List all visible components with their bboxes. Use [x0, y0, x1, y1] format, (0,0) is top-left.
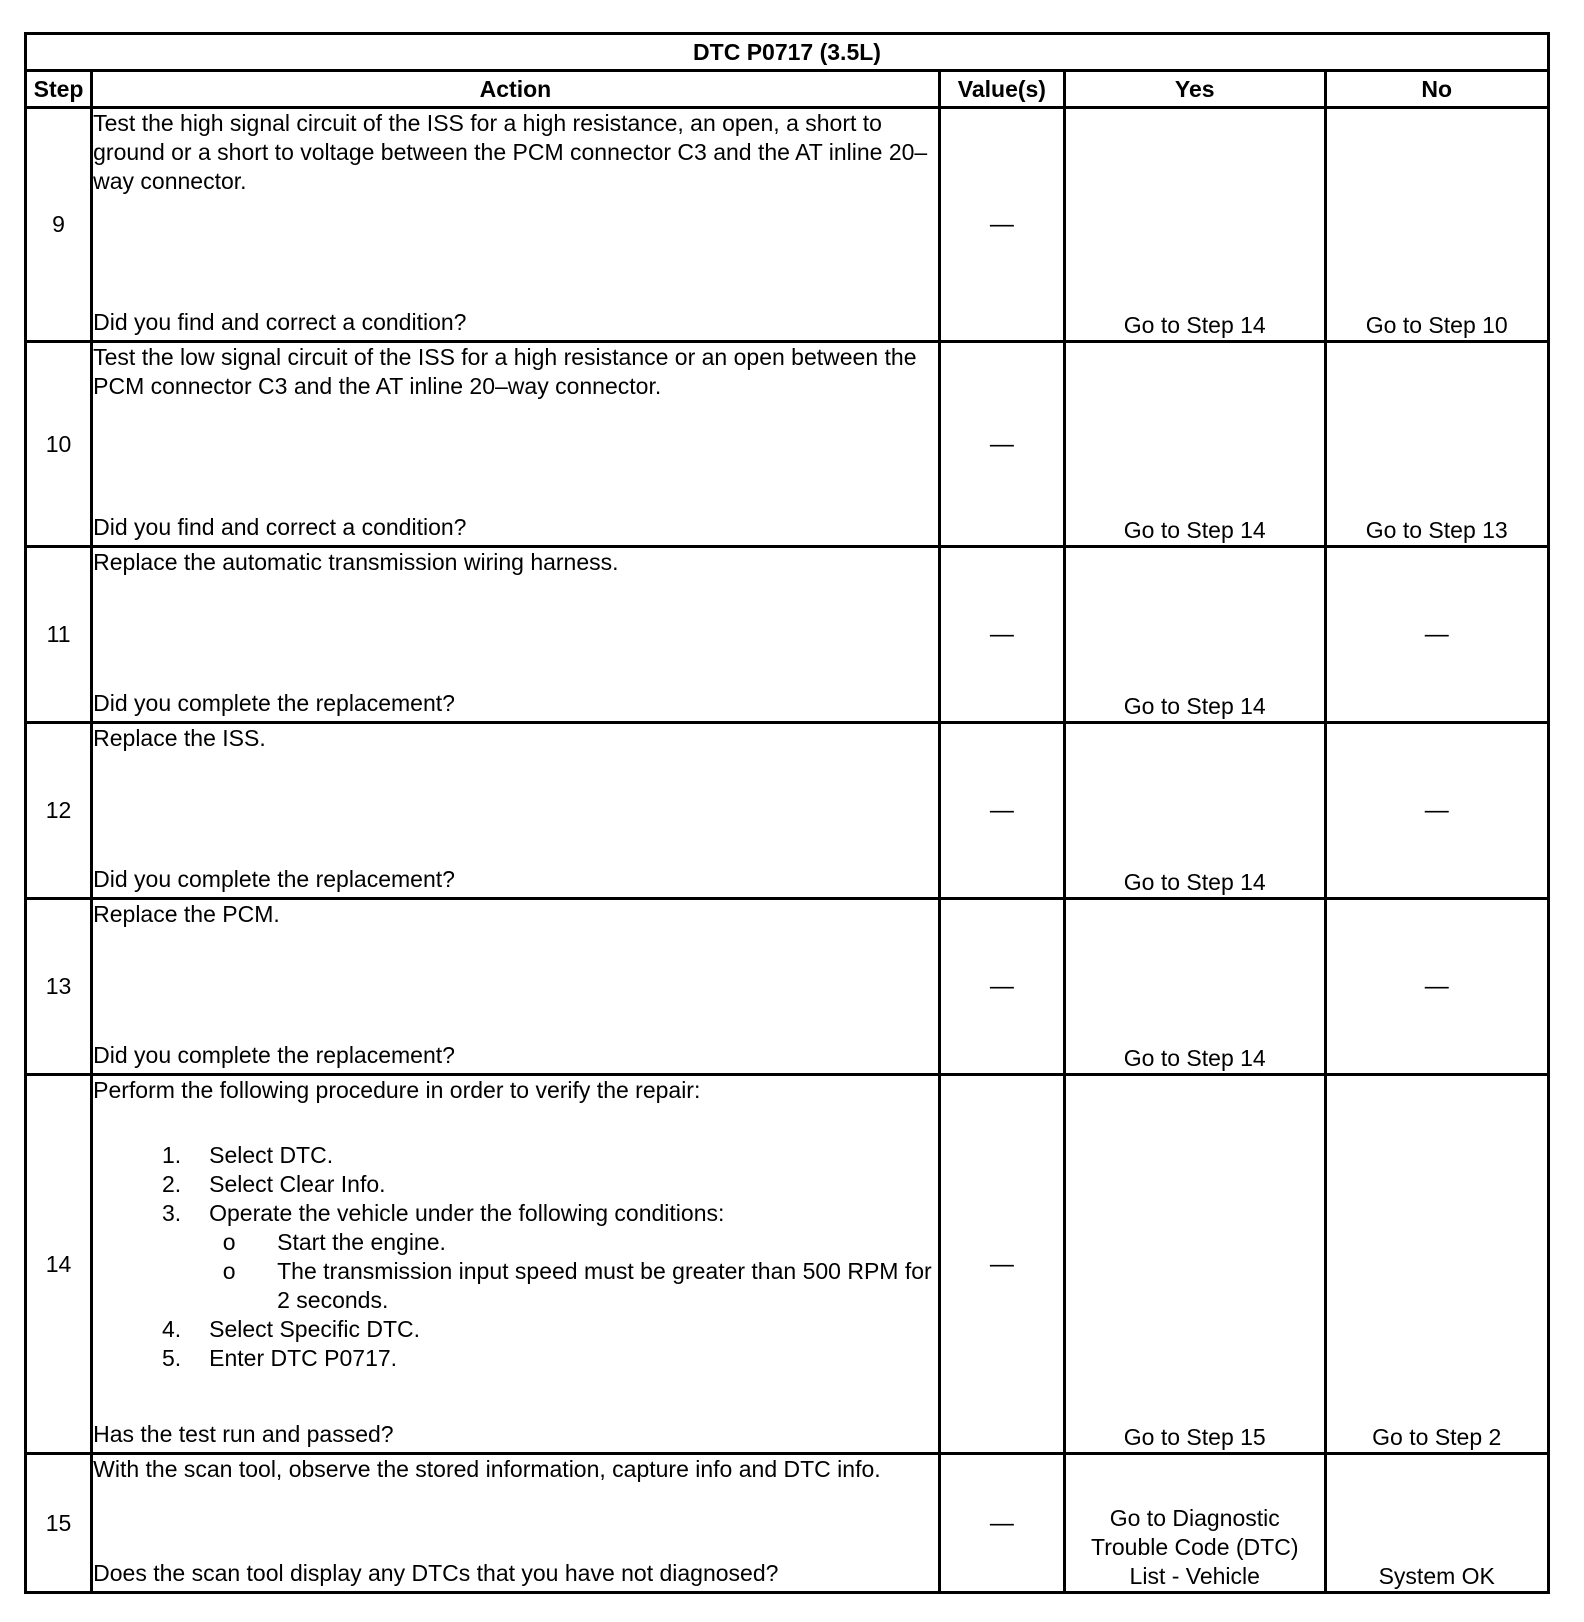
header-row: [26, 71, 1549, 108]
procedure-list: [93, 1141, 938, 1373]
action-question: Did you complete the replacement?: [93, 866, 455, 892]
value-cell: —: [939, 1075, 1064, 1454]
step-number: 12: [26, 723, 92, 899]
list-item: 1. Select DTC.: [161, 1142, 334, 1168]
action-question: Did you complete the replacement?: [93, 690, 455, 716]
action-question: Has the test run and passed?: [93, 1421, 394, 1447]
value-cell: —: [939, 723, 1064, 899]
action-text: Test the low signal circuit of the ISS for a high resistance or an open between the PCM connector C3 and the AT inline 20–way connector.: [93, 344, 917, 399]
table-row: [26, 108, 1549, 342]
yes-cell: Go to Step 14: [1065, 723, 1326, 899]
step-number: 10: [26, 342, 92, 547]
header-yes: Yes: [1065, 71, 1326, 108]
yes-cell: Go to Step 14: [1065, 342, 1326, 547]
condition-list: [209, 1228, 938, 1315]
yes-cell: Go to Diagnostic Trouble Code (DTC) List - Vehicle: [1065, 1454, 1326, 1593]
step-number: 9: [26, 108, 92, 342]
header-no: No: [1325, 71, 1549, 108]
table-row: [26, 1075, 1549, 1454]
step-number: 15: [26, 1454, 92, 1593]
step-number: 13: [26, 899, 92, 1075]
value-cell: —: [939, 547, 1064, 723]
list-item: 5. Enter DTC P0717.: [161, 1345, 398, 1371]
yes-cell: Go to Step 14: [1065, 547, 1326, 723]
table-title: DTC P0717 (3.5L): [26, 34, 1549, 71]
dtc-table: [24, 32, 1550, 1594]
table-row: [26, 547, 1549, 723]
action-question: Does the scan tool display any DTCs that you have not diagnosed?: [93, 1560, 779, 1586]
table-row: [26, 899, 1549, 1075]
no-cell: Go to Step 13: [1325, 342, 1549, 547]
list-item: 4. Select Specific DTC.: [161, 1316, 421, 1342]
value-cell: —: [939, 342, 1064, 547]
list-item: 3. Operate the vehicle under the following conditions: o Start the engine. o The transmission input speed must be greater than 500 RPM for 2 seconds.: [93, 1199, 938, 1315]
header-step: Step: [26, 71, 92, 108]
table-row: [26, 342, 1549, 547]
no-cell: —: [1325, 723, 1549, 899]
no-cell: —: [1325, 899, 1549, 1075]
yes-cell: Go to Step 15: [1065, 1075, 1326, 1454]
value-cell: —: [939, 899, 1064, 1075]
step-number: 14: [26, 1075, 92, 1454]
value-cell: —: [939, 1454, 1064, 1593]
list-item: o Start the engine.: [222, 1229, 446, 1255]
action-text: Replace the automatic transmission wiring harness.: [93, 549, 619, 575]
no-cell: —: [1325, 547, 1549, 723]
list-item: o The transmission input speed must be greater than 500 RPM for 2 seconds.: [222, 1258, 932, 1313]
action-question: Did you find and correct a condition?: [93, 514, 467, 540]
action-text: With the scan tool, observe the stored information, capture info and DTC info.: [93, 1456, 881, 1482]
list-item: 2. Select Clear Info.: [161, 1171, 386, 1197]
table-row: [26, 723, 1549, 899]
action-question: Did you complete the replacement?: [93, 1042, 455, 1068]
header-action: Action: [92, 71, 940, 108]
action-text: Test the high signal circuit of the ISS for a high resistance, an open, a short to ground or a short to voltage between the PCM connector C3 and the AT inline 20–way connector.: [93, 110, 928, 194]
no-cell: Go to Step 10: [1325, 108, 1549, 342]
yes-cell: Go to Step 14: [1065, 108, 1326, 342]
yes-cell: Go to Step 14: [1065, 899, 1326, 1075]
no-cell: Go to Step 2: [1325, 1075, 1549, 1454]
no-cell: System OK: [1325, 1454, 1549, 1593]
action-question: Did you find and correct a condition?: [93, 309, 467, 335]
step-number: 11: [26, 547, 92, 723]
table-row: [26, 1454, 1549, 1593]
action-text: Perform the following procedure in order to verify the repair:: [93, 1077, 701, 1103]
action-text: Replace the ISS.: [93, 725, 266, 751]
header-values: Value(s): [939, 71, 1064, 108]
value-cell: —: [939, 108, 1064, 342]
action-text: Replace the PCM.: [93, 901, 280, 927]
